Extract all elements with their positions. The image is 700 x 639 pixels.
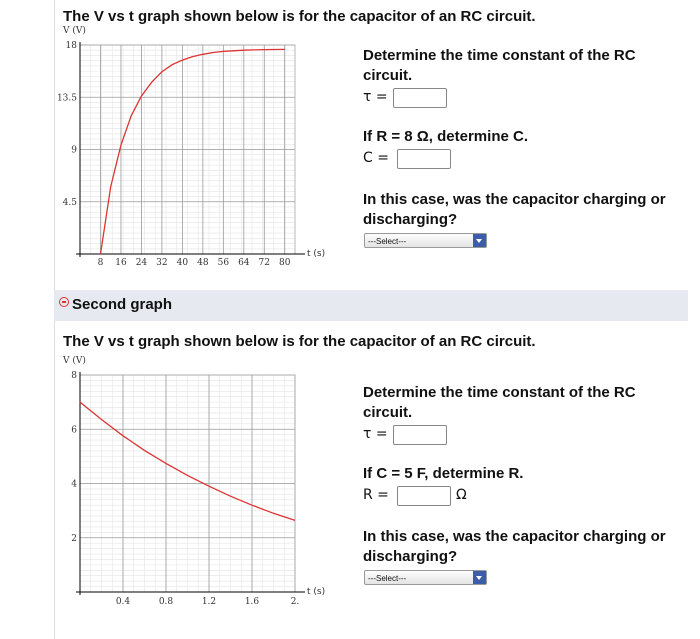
y-axis-label: V (V) (63, 26, 86, 36)
q2-r-input[interactable] (397, 486, 451, 506)
chart-1 (57, 25, 325, 268)
y-tick-label: 2 (71, 533, 77, 544)
q2-tau-label: τ = (363, 426, 388, 442)
chart-2 (62, 355, 325, 607)
series-line (101, 49, 285, 254)
x-axis-label: t (s) (307, 587, 326, 597)
q1-heading: The V vs t graph shown below is for the capacitor of an RC circuit. (63, 8, 536, 25)
y-tick-label: 13.5 (56, 93, 77, 104)
q2-tau-input[interactable] (393, 425, 447, 445)
q2-r-label: R = (363, 487, 389, 503)
chevron-down-icon (473, 571, 486, 584)
section-title: Second graph (72, 296, 173, 313)
q1-select-value: ---Select--- (368, 237, 407, 246)
x-tick-label: 48 (197, 258, 209, 268)
x-axis-label: t (s) (307, 249, 326, 259)
y-tick-label: 4 (71, 479, 77, 490)
x-tick-label: 1.2 (201, 597, 217, 607)
y-tick-label: 4.5 (62, 197, 77, 208)
q2-r-unit: Ω (456, 487, 467, 503)
y-tick-label: 9 (71, 145, 77, 156)
q1-tau-input[interactable] (393, 88, 447, 108)
section-header[interactable] (54, 290, 688, 321)
x-tick-label: 80 (279, 258, 291, 268)
x-tick-label: 16 (115, 258, 127, 268)
x-tick-label: 56 (217, 258, 230, 268)
x-tick-label: 24 (135, 258, 148, 268)
x-tick-label: 8 (97, 258, 104, 268)
q2-part1-text: Determine the time constant of the RC circuit. (363, 384, 636, 421)
q1-part3-text: In this case, was the capacitor charging or discharging? (363, 191, 666, 228)
y-tick-label: 6 (71, 425, 77, 436)
q1-charge-select[interactable] (364, 233, 487, 248)
x-tick-label: 40 (176, 258, 189, 268)
y-tick-label: 18 (65, 41, 77, 51)
q1-c-input[interactable] (397, 149, 451, 169)
q1-part2-text: If R = 8 Ω, determine C. (363, 128, 528, 145)
q2-heading: The V vs t graph shown below is for the capacitor of an RC circuit. (63, 333, 536, 350)
q1-part1-text: Determine the time constant of the RC circuit. (363, 47, 636, 84)
q1-tau-label: τ = (363, 89, 388, 105)
x-tick-label: 32 (156, 258, 168, 268)
x-tick-label: 64 (238, 258, 250, 268)
q2-part3-text: In this case, was the capacitor charging or discharging? (363, 528, 666, 565)
x-tick-label: 0.4 (115, 597, 131, 607)
q1-c-label: C = (363, 150, 389, 166)
q2-select-value: ---Select--- (368, 574, 407, 583)
q2-part2-text: If C = 5 F, determine R. (363, 465, 524, 482)
y-tick-label: 8 (71, 371, 77, 381)
x-tick-label: 2. (290, 597, 300, 607)
chevron-down-icon (473, 234, 486, 247)
y-axis-label: V (V) (63, 356, 86, 366)
x-tick-label: 0.8 (158, 597, 174, 607)
collapse-icon[interactable] (59, 297, 69, 307)
x-tick-label: 72 (258, 258, 271, 268)
x-tick-label: 1.6 (244, 597, 260, 607)
q2-charge-select[interactable] (364, 570, 487, 585)
